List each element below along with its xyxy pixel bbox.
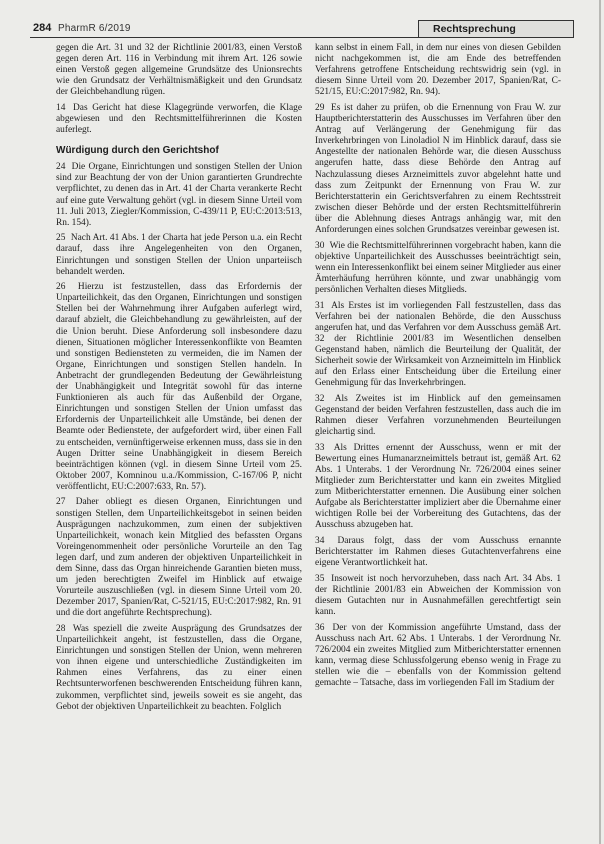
paragraph-number: 32 <box>315 393 325 404</box>
continued-paragraph <box>56 43 302 98</box>
paragraph-31 <box>315 301 561 390</box>
paragraph-number: 25 <box>56 233 66 244</box>
paragraph-text: Daraus folgt, dass der vom Ausschuss ernannte Berichterstatter im Rahmen dieses Gutachtenverfahrens eine eigene Verantwortlichkeit hat. <box>315 535 562 569</box>
paragraph-number: 35 <box>315 573 325 584</box>
right-column <box>315 43 561 694</box>
paragraph-number: 27 <box>56 497 66 508</box>
paragraph-25 <box>56 233 302 277</box>
paragraph-text: Daher obliegt es diesen Organen, Einrichtungen und sonstigen Stellen, dem Unparteilichkeitsgebot in seinen beiden Ausprägungen nachzukommen, zum einen der subjektiven Unparteilichkeit, wonach kein Mitglied des befassten Organs Voreingenommenheit oder persönliche Vorurteile an den Tag legen darf, und zum anderen der objektiven Unparteilichkeit in dem Sinne, dass das Organ hinreichende Garantien bieten muss, um jeden berechtigten Zweifel im Hinblick auf etwaige Vorurteile auszuschließen (vgl. in diesem Sinne Urteil vom 20. Dezember 2017, Spanien/Rat, C-521/15, EU:C:2017:982, Rn. 91 und die dort angeführte Rechtsprechung). <box>56 497 302 619</box>
paragraph-33 <box>315 443 561 532</box>
paragraph-number: 33 <box>315 442 325 453</box>
left-column <box>56 43 302 717</box>
journal-issue: PharmR 6/2019 <box>58 23 131 34</box>
paragraph-24 <box>56 162 302 229</box>
paragraph-text: Die Organe, Einrichtungen und sonstigen Stellen der Union sind zur Beachtung der von der Union garantierten Grundrechte verpflichtet, zu denen das in Art. 41 der Charta verankerte Recht auf eine gute Verwaltung gehört (vgl. in diesem Sinne Urteil vom 11. Juli 2013, Ziegler/Kommission, C-439/11 P, EU:C:2013:513, Rn. 154). <box>56 162 303 228</box>
paragraph-number: 26 <box>56 282 66 293</box>
paragraph-text: Das Gericht hat diese Klagegründe verworfen, die Klage abgewiesen und den Rechtsmittelführerinnen die Kosten auferlegt. <box>56 102 302 136</box>
paragraph-text: kann selbst in einem Fall, in dem nur eines von diesen Gebilden nicht nachgekommen ist, die am Ende des betreffenden Verfahrens getroffene Entscheidung rechtswidrig sein (vgl. in diesem Sinne Urteil vom 20. Dezember 2017, Spanien/Rat, C-521/15, EU:C:2017:982, Rn. 94). <box>315 43 561 98</box>
header-rule <box>30 37 418 38</box>
paragraph-number: 14 <box>56 102 66 113</box>
paragraph-32 <box>315 394 561 438</box>
continued-paragraph <box>315 43 561 98</box>
section-heading: Würdigung durch den Gerichtshof <box>56 145 219 157</box>
paragraph-26 <box>56 282 302 493</box>
paragraph-text: Nach Art. 41 Abs. 1 der Charta hat jede Person u.a. ein Recht darauf, dass ihre Angelegenheiten von den Organen, Einrichtungen und sonstigen Stellen der Union unparteiisch behandelt werden. <box>56 233 303 277</box>
paragraph-28 <box>56 624 302 713</box>
paragraph-text: Insoweit ist noch hervorzuheben, dass nach Art. 34 Abs. 1 der Richtlinie 2001/83 ein Abweichen der Kommission von diesem Gutachten nur in Ausnahmefällen gerechtfertigt sein kann. <box>315 573 562 617</box>
paragraph-text: Als Drittes ernennt der Ausschuss, wenn er mit der Bewertung eines Humanarzneimittels betraut ist, gemäß Art. 62 Abs. 1 Unterabs. 1 der Verordnung Nr. 726/2004 eines seiner Mitglieder zum Berichterstatter und kann ein zweites Mitglied zum Mitberichterstatter ernennen. Die Ausübung einer solchen Aufgabe als Berichterstatter impliziert aber die Übernahme einer wichtigen Rolle bei der Vorbereitung des Gutachtens, das der Ausschuss abzugeben hat. <box>315 442 561 531</box>
paragraph-text: gegen die Art. 31 und 32 der Richtlinie 2001/83, einen Verstoß gegen deren Art. 116 in Verbindung mit ihrem Art. 126 sowie einen Verstoß gegen allgemeine Grundsätze des Unionsrechts wie den Grundsatz der Verhältnismäßigkeit und den Grundsatz der Gleichbehandlung rügen. <box>56 43 302 98</box>
paragraph-27 <box>56 497 302 619</box>
paragraph-number: 24 <box>56 162 66 173</box>
paragraph-text: Der von der Kommission angeführte Umstand, dass der Ausschuss nach Art. 62 Abs. 1 Unterabs. 1 der Verordnung Nr. 726/2004 ein zweites Mitglied zum Mitberichterstatter ernennen kann, vermag diese Schlussfolgerung ebenso wenig in Frage zu stellen wie die – ebenfalls von der Kommission geltend gemachte – Tatsache, dass im vorliegenden Fall im Stadium der <box>315 622 562 689</box>
paragraph-text: Als Zweites ist im Hinblick auf den gemeinsamen Gegenstand der beiden Verfahren festzustellen, dass auch die im Rahmen dieser Verfahren vorzunehmenden Beurteilungen gleichartig sind. <box>315 393 561 438</box>
paragraph-text: Was speziell die zweite Ausprägung des Grundsatzes der Unparteilichkeit angeht, ist festzustellen, dass die Organe, Einrichtungen und sonstigen Stellen der Union, wenn mehreren von ihnen eigene und unterschiedliche Zuständigkeiten im Rahmen eines Verfahrens, das zu einer einen Rechtsunterworfenen beschwerenden Entscheidung führen kann, zukommen, verpflichtet sind, jeweils soweit es sie angeht, das Gebot der objektiven Unparteilichkeit zu beachten. Folglich <box>56 624 302 712</box>
paragraph-number: 36 <box>315 622 325 633</box>
paragraph-number: 30 <box>315 240 325 251</box>
paragraph-35 <box>315 574 561 618</box>
paragraph-36 <box>315 623 561 690</box>
page-number: 284 <box>33 22 52 34</box>
paragraph-number: 28 <box>56 624 66 634</box>
paragraph-number: 29 <box>315 102 325 113</box>
scan-edge <box>599 0 601 844</box>
paragraph-text: Hierzu ist festzustellen, dass das Erfordernis der Unparteilichkeit, das den Organen, Einrichtungen und sonstigen Stellen bei der Wahrnehmung ihrer Aufgaben auferlegt wird, darauf abzielt, die Gleichbehandlung zu gewährleisten, auf der die Union beruht. Diese Anforderung soll insbesondere dazu dienen, Situationen möglicher Interessenkonflikte von Beamten und sonstigen Bediensteten zu vermeiden, die im Namen der Organe, Einrichtungen und sonstigen Stellen handeln. In Anbetracht der grundlegenden Bedeutung der Gewährleistung der Unabhängigkeit und Integrität sowohl für das interne Funktionieren als auch für das Außenbild der Organe, Einrichtungen und sonstigen Stellen der Union umfasst das Erfordernis der Unparteilichkeit alle Umstände, bei denen der Beamte oder Bedienstete, der aufgefordert wird, über einen Fall zu entscheiden, vernünftigerweise erkennen muss, dass sie in den Augen Dritter seine Unabhängigkeit in diesem Bereich beeinträchtigen können (vgl. in diesem Sinne Urteil vom 25. Oktober 2007, Komninou u.a./Kommission, C-167/06 P, nicht veröffentlicht, EU:C:2007:633, Rn. 57). <box>56 282 303 492</box>
paragraph-29 <box>315 103 561 236</box>
paragraph-text: Es ist daher zu prüfen, ob die Ernennung von Frau W. zur Hauptberichterstatterin des Ausschusses im Verfahren über den Antrag auf Verlängerung der Genehmigung für das Inverkehrbringen von Linoladiol N im Hinblick darauf, dass sie Angestellte der nationalen Behörde war, die diesen Ausschuss angerufen hatte, dass diese Behörde den Antrag auf Nachzulassung dieses Arzneimittels zuvor abgelehnt hatte und dass zum Zeitpunkt der Ernennung von Frau W. zur Berichterstatterin ein Gerichtsverfahren zu einem Rechtsstreit zwischen dieser Behörde und der ersten Rechtsmittelführerin über die Ablehnung dieses Antrags anhängig war, mit den Anforderungen eines solchen Grundsatzes vereinbar gewesen ist. <box>315 102 562 235</box>
paragraph-30 <box>315 241 561 296</box>
paragraph-34 <box>315 536 561 569</box>
section-label: Rechtsprechung <box>418 20 574 38</box>
paragraph-number: 31 <box>315 300 325 311</box>
paragraph-text: Wie die Rechtsmittelführerinnen vorgebracht haben, kann die objektive Unparteilichkeit des Ausschusses beeinträchtigt sein, wenn ein Interessenkonflikt bei einem seiner Mitglieder aus einer Ämterhäufung herrühren könnte, und zwar unabhängig vom persönlichen Verhalten dieses Mitglieds. <box>315 240 561 295</box>
paragraph-number: 34 <box>315 535 325 546</box>
paragraph-text: Als Erstes ist im vorliegenden Fall festzustellen, dass das Verfahren bei der nationalen Behörde, die den Ausschuss angerufen hat, und das Verfahren vor dem Ausschuss gemäß Art. 32 der Richtlinie 2001/83 im Wesentlichen denselben Gegenstand haben, nämlich die Beurteilung der Qualität, der Sicherheit sowie der Wirksamkeit von Arzneimitteln im Hinblick auf den Erlass einer Entscheidung über die Erteilung einer Genehmigung für das Inverkehrbringen. <box>315 300 561 389</box>
paragraph-14 <box>56 103 302 136</box>
